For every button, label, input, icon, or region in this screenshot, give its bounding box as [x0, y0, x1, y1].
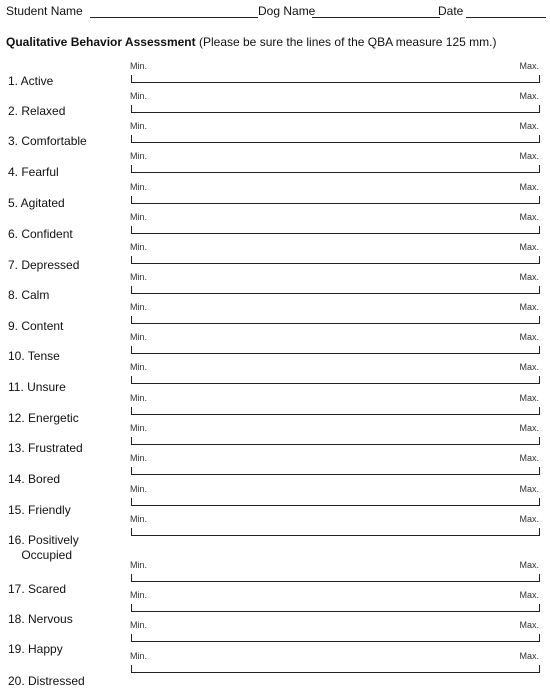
title-bold: Qualitative Behavior Assessment: [6, 35, 196, 49]
scale-line[interactable]: [131, 353, 540, 354]
rating-scale[interactable]: [130, 423, 541, 445]
scale-max-label: Max.: [519, 362, 539, 372]
scale-max-label: Max.: [519, 393, 539, 403]
rating-scale[interactable]: [130, 514, 541, 536]
scale-max-label: Max.: [519, 151, 539, 161]
scale-max-label: Max.: [519, 302, 539, 312]
scale-min-label: Min.: [130, 484, 148, 494]
scale-max-label: Max.: [519, 61, 539, 71]
rating-scale[interactable]: [130, 332, 541, 354]
scale-max-label: Max.: [519, 332, 539, 342]
scale-line[interactable]: [131, 641, 540, 642]
item-label: 3. Comfortable: [8, 134, 87, 148]
title-note: (Please be sure the lines of the QBA measure 125 mm.): [198, 35, 497, 49]
scale-max-label: Max.: [519, 620, 539, 630]
item-label: 1. Active: [8, 74, 54, 88]
scale-max-label: Max.: [519, 212, 539, 222]
scale-line[interactable]: [131, 535, 540, 536]
date-label: Date: [438, 4, 464, 18]
scale-line[interactable]: [131, 474, 540, 475]
item-label: 12. Energetic: [8, 411, 79, 425]
item-label: 20. Distressed: [8, 674, 85, 688]
item-label: 5. Agitated: [8, 196, 65, 210]
scale-min-label: Min.: [130, 362, 148, 372]
rating-scale[interactable]: [130, 91, 541, 113]
scale-min-label: Min.: [130, 590, 148, 600]
item-label: 9. Content: [8, 319, 64, 333]
item-label: 19. Happy: [8, 642, 63, 656]
item-label: 6. Confident: [8, 227, 73, 241]
scale-line[interactable]: [131, 203, 540, 204]
scale-line[interactable]: [131, 505, 540, 506]
scale-line[interactable]: [131, 233, 540, 234]
scale-min-label: Min.: [130, 332, 148, 342]
scale-min-label: Min.: [130, 393, 148, 403]
item-label: 4. Fearful: [8, 165, 59, 179]
scale-line[interactable]: [131, 263, 540, 264]
scale-min-label: Min.: [130, 212, 148, 222]
scale-max-label: Max.: [519, 590, 539, 600]
student-name-label: Student Name: [6, 4, 83, 18]
scale-min-label: Min.: [130, 121, 148, 131]
scale-line[interactable]: [131, 172, 540, 173]
scale-min-label: Min.: [130, 91, 148, 101]
scale-min-label: Min.: [130, 302, 148, 312]
scale-line[interactable]: [131, 142, 540, 143]
scale-max-label: Max.: [519, 121, 539, 131]
rating-scale[interactable]: [130, 620, 541, 642]
scale-min-label: Min.: [130, 560, 148, 570]
scale-max-label: Max.: [519, 242, 539, 252]
rating-scale[interactable]: [130, 560, 541, 582]
scale-line[interactable]: [131, 383, 540, 384]
scale-max-label: Max.: [519, 453, 539, 463]
item-label: 13. Frustrated: [8, 441, 83, 455]
scale-max-label: Max.: [519, 423, 539, 433]
item-label: 7. Depressed: [8, 258, 80, 272]
scale-line[interactable]: [131, 444, 540, 445]
scale-min-label: Min.: [130, 242, 148, 252]
scale-line[interactable]: [131, 323, 540, 324]
scale-line[interactable]: [131, 293, 540, 294]
scale-max-label: Max.: [519, 182, 539, 192]
rating-scale[interactable]: [130, 151, 541, 173]
scale-line[interactable]: [131, 414, 540, 415]
scale-min-label: Min.: [130, 61, 148, 71]
rating-scale[interactable]: [130, 302, 541, 324]
item-label: 18. Nervous: [8, 612, 73, 626]
item-label: 17. Scared: [8, 582, 67, 596]
rating-scale[interactable]: [130, 651, 541, 673]
scale-min-label: Min.: [130, 151, 148, 161]
rating-scale[interactable]: [130, 272, 541, 294]
scale-max-label: Max.: [519, 272, 539, 282]
scale-min-label: Min.: [130, 514, 148, 524]
rating-scale[interactable]: [130, 61, 541, 83]
rating-scale[interactable]: [130, 590, 541, 612]
scale-line[interactable]: [131, 112, 540, 113]
scale-line[interactable]: [131, 82, 540, 83]
scale-line[interactable]: [131, 581, 540, 582]
item-label: 8. Calm: [8, 288, 50, 302]
item-label: 11. Unsure: [8, 380, 66, 394]
scale-max-label: Max.: [519, 484, 539, 494]
rating-scale[interactable]: [130, 182, 541, 204]
scale-max-label: Max.: [519, 91, 539, 101]
scale-line[interactable]: [131, 611, 540, 612]
scale-max-label: Max.: [519, 651, 539, 661]
rating-scale[interactable]: [130, 362, 541, 384]
scale-max-label: Max.: [519, 560, 539, 570]
rating-scale[interactable]: [130, 242, 541, 264]
scale-min-label: Min.: [130, 453, 148, 463]
scale-min-label: Min.: [130, 423, 148, 433]
item-label: 16. Positively Occupied: [8, 533, 79, 562]
item-label: 14. Bored: [8, 472, 61, 486]
item-label: 2. Relaxed: [8, 104, 66, 118]
scale-line[interactable]: [131, 672, 540, 673]
item-label: 10. Tense: [8, 349, 60, 363]
rating-scale[interactable]: [130, 393, 541, 415]
item-label: 15. Friendly: [8, 503, 71, 517]
scale-min-label: Min.: [130, 651, 148, 661]
scale-max-label: Max.: [519, 514, 539, 524]
rating-scale[interactable]: [130, 453, 541, 475]
rating-scale[interactable]: [130, 121, 541, 143]
rating-scale[interactable]: [130, 212, 541, 234]
scale-min-label: Min.: [130, 620, 148, 630]
dog-name-label: Dog Name: [258, 4, 316, 18]
rating-scale[interactable]: [130, 484, 541, 506]
scale-min-label: Min.: [130, 272, 148, 282]
scale-min-label: Min.: [130, 182, 148, 192]
